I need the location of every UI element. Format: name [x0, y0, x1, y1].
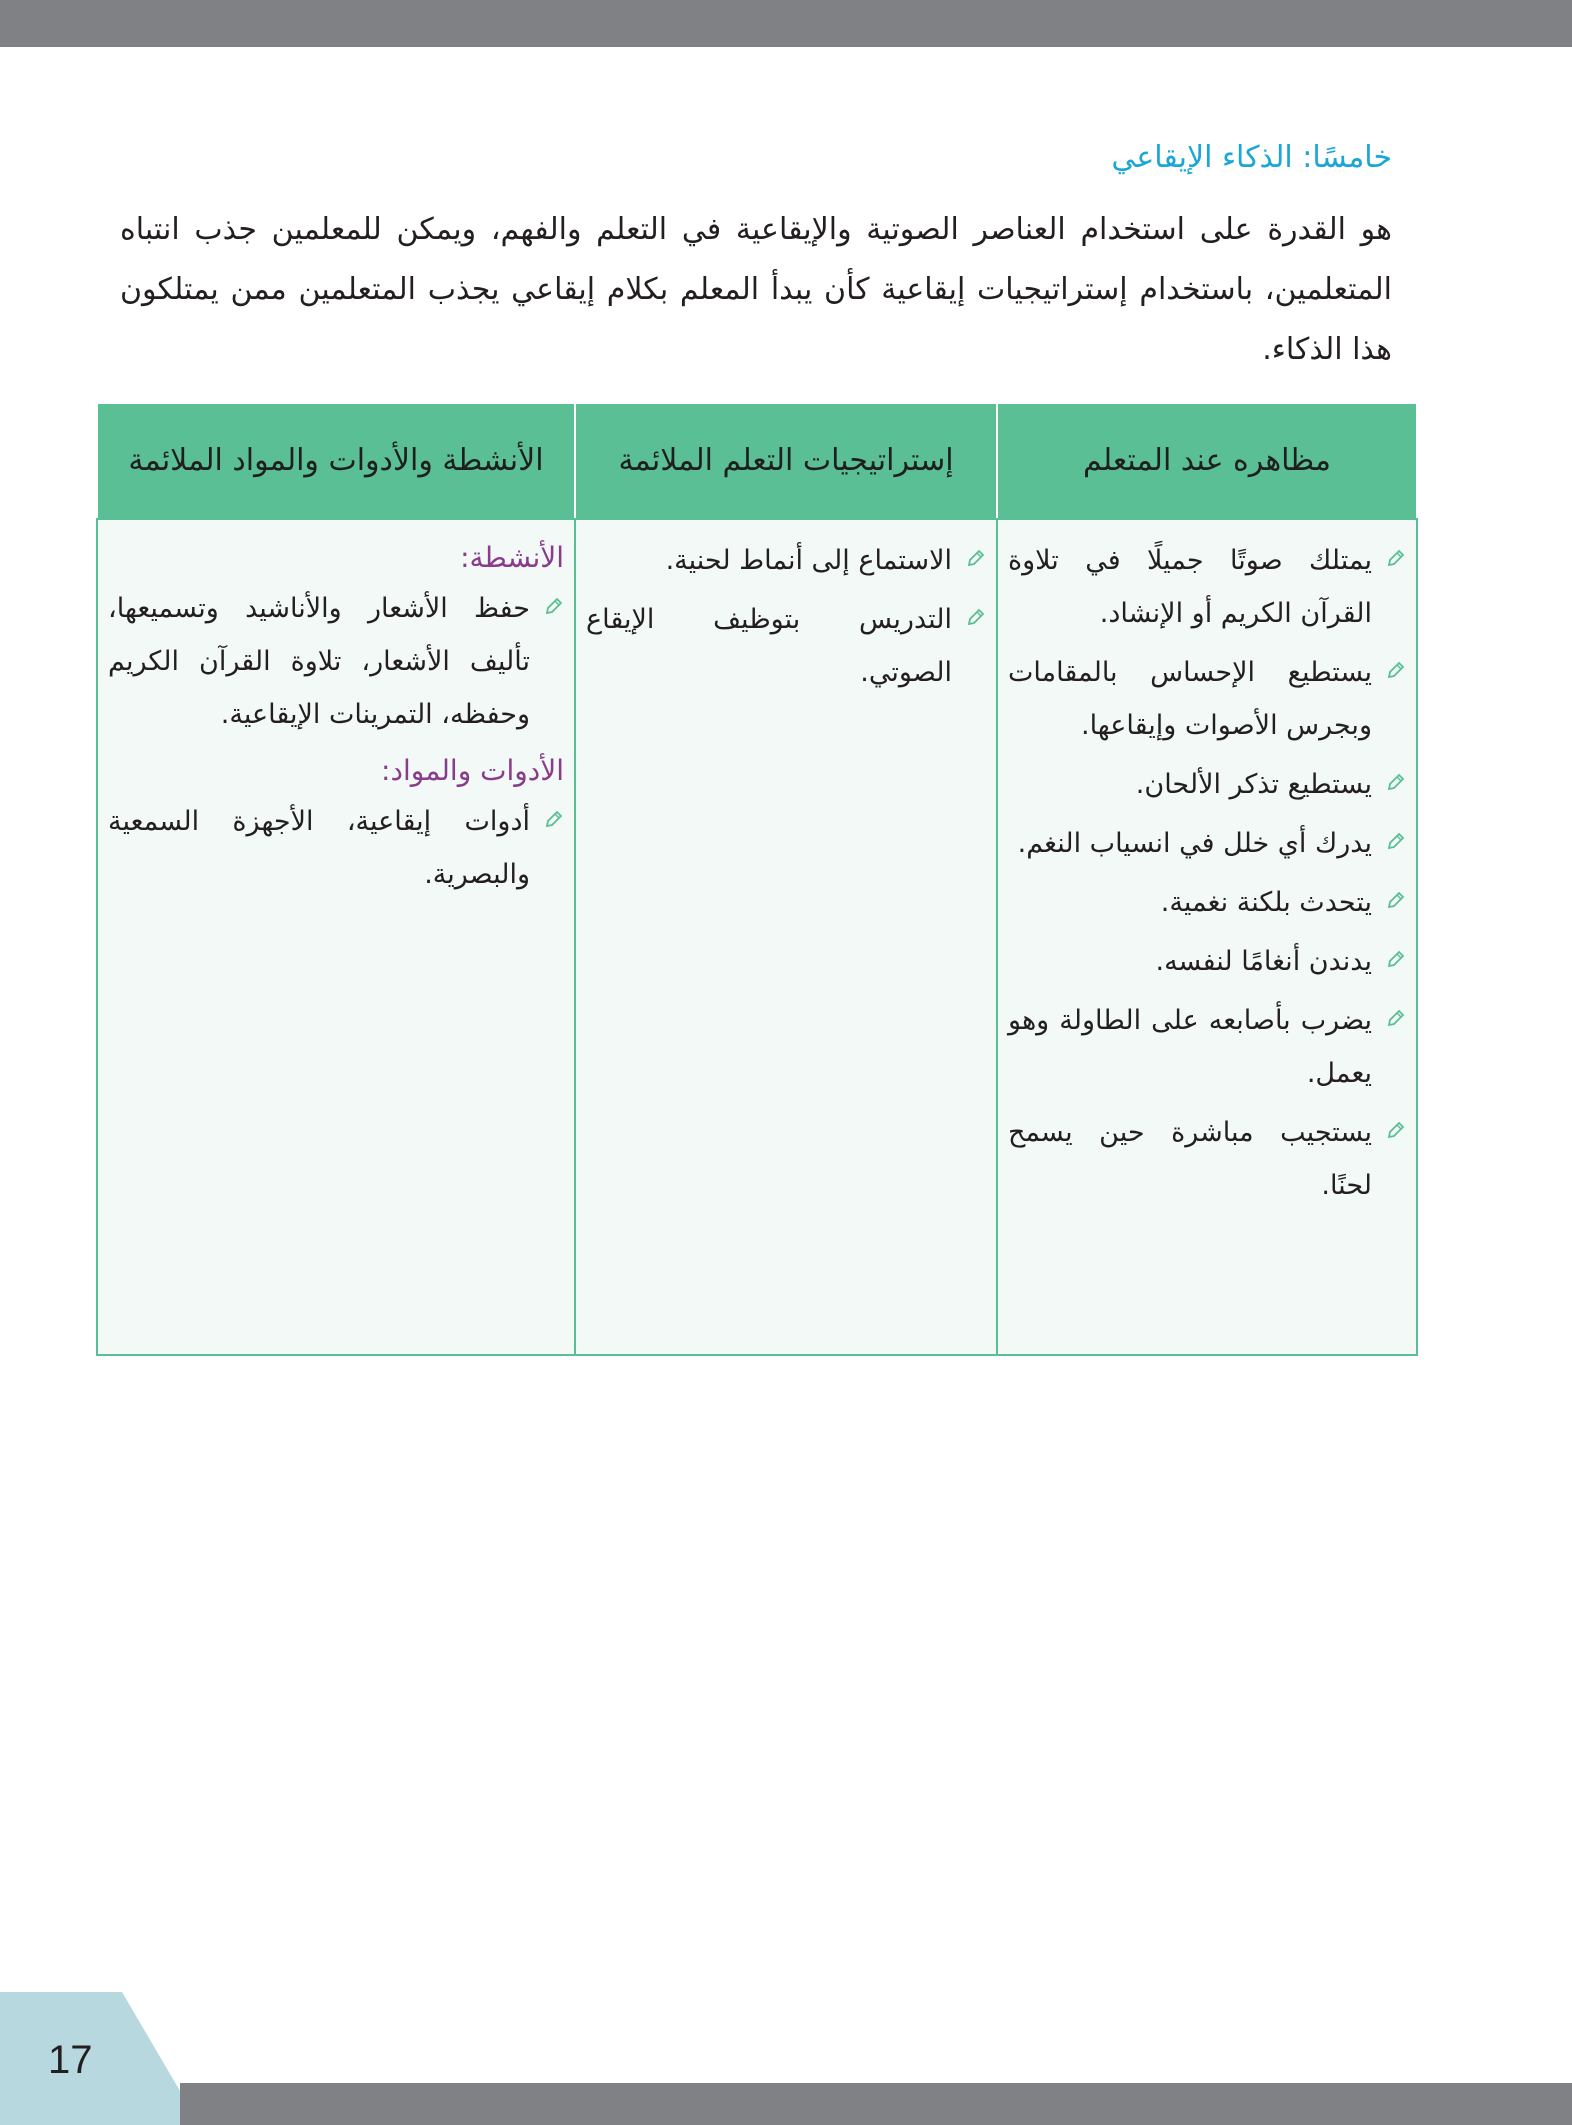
manifestation-text: يستطيع الإحساس بالمقامات وبجرس الأصوات وإيقاعها.: [1008, 657, 1372, 741]
pencil-bullet-icon: [1386, 1120, 1406, 1140]
list-item: [1008, 758, 1406, 811]
manifestation-text: يدرك أي خلل في انسياب النغم.: [1017, 828, 1372, 859]
manifestations-list: [1008, 534, 1406, 1212]
tools-list: [108, 795, 564, 901]
manifestation-text: يدندن أنغامًا لنفسه.: [1155, 946, 1372, 977]
list-item: [1008, 1106, 1406, 1212]
list-item: [1008, 994, 1406, 1100]
manifestation-text: يستطيع تذكر الألحان.: [1135, 769, 1372, 800]
activities-cell: [97, 519, 575, 1355]
pencil-bullet-icon: [544, 809, 564, 829]
pencil-bullet-icon: [1386, 772, 1406, 792]
activities-list: [108, 582, 564, 741]
header-manifestations: مظاهره عند المتعلم: [997, 403, 1417, 519]
activity-text: حفظ الأشعار والأناشيد وتسميعها، تأليف الأشعار، تلاوة القرآن الكريم وحفظه، التمرينات الإيقاعية.: [108, 593, 530, 730]
pencil-bullet-icon: [1386, 548, 1406, 568]
pencil-bullet-icon: [966, 548, 986, 568]
header-strategies: إستراتيجيات التعلم الملائمة: [575, 403, 997, 519]
footer-bar: [180, 2083, 1572, 2125]
header-bar: [0, 0, 1572, 47]
strategies-cell: [575, 519, 997, 1355]
manifestation-text: يمتلك صوتًا جميلًا في تلاوة القرآن الكريم أو الإنشاد.: [1008, 545, 1372, 629]
manifestation-text: يضرب بأصابعه على الطاولة وهو يعمل.: [1008, 1005, 1372, 1089]
list-item: [1008, 876, 1406, 929]
pencil-bullet-icon: [544, 596, 564, 616]
list-item: [1008, 534, 1406, 640]
manifestation-text: يستجيب مباشرة حين يسمح لحنًا.: [1008, 1117, 1372, 1201]
strategies-list: [586, 534, 986, 699]
pencil-bullet-icon: [1386, 949, 1406, 969]
intro-paragraph: هو القدرة على استخدام العناصر الصوتية والإيقاعية في التعلم والفهم، ويمكن للمعلمين جذب انتباه المتعلمين، باستخدام إستراتيجيات إيقاعية كأن يبدأ المعلم بكلام إيقاعي يجذب المتعلمين ممن يمتلكون هذا الذكاء.: [120, 212, 1392, 367]
list-item: [1008, 817, 1406, 870]
intelligence-table: [96, 402, 1418, 1356]
header-activities: الأنشطة والأدوات والمواد الملائمة: [97, 403, 575, 519]
pencil-bullet-icon: [1386, 831, 1406, 851]
list-item: [586, 593, 986, 699]
pencil-bullet-icon: [1386, 1008, 1406, 1028]
pencil-bullet-icon: [1386, 660, 1406, 680]
activities-label: الأنشطة:: [460, 541, 564, 574]
list-item: [108, 582, 564, 741]
page-number: 17: [48, 2038, 93, 2082]
page-number-tab: [0, 1992, 200, 2125]
list-item: [1008, 646, 1406, 752]
section-title: خامسًا: الذكاء الإيقاعي: [1111, 140, 1392, 175]
strategy-text: الاستماع إلى أنماط لحنية.: [665, 545, 952, 576]
pencil-bullet-icon: [1386, 890, 1406, 910]
tool-text: أدوات إيقاعية، الأجهزة السمعية والبصرية.: [108, 806, 530, 890]
pencil-bullet-icon: [966, 607, 986, 627]
strategy-text: التدريس بتوظيف الإيقاع الصوتي.: [586, 604, 952, 688]
tools-label: الأدوات والمواد:: [381, 754, 564, 787]
list-item: [586, 534, 986, 587]
list-item: [108, 795, 564, 901]
manifestations-cell: [997, 519, 1417, 1355]
list-item: [1008, 935, 1406, 988]
manifestation-text: يتحدث بلكنة نغمية.: [1160, 887, 1372, 918]
